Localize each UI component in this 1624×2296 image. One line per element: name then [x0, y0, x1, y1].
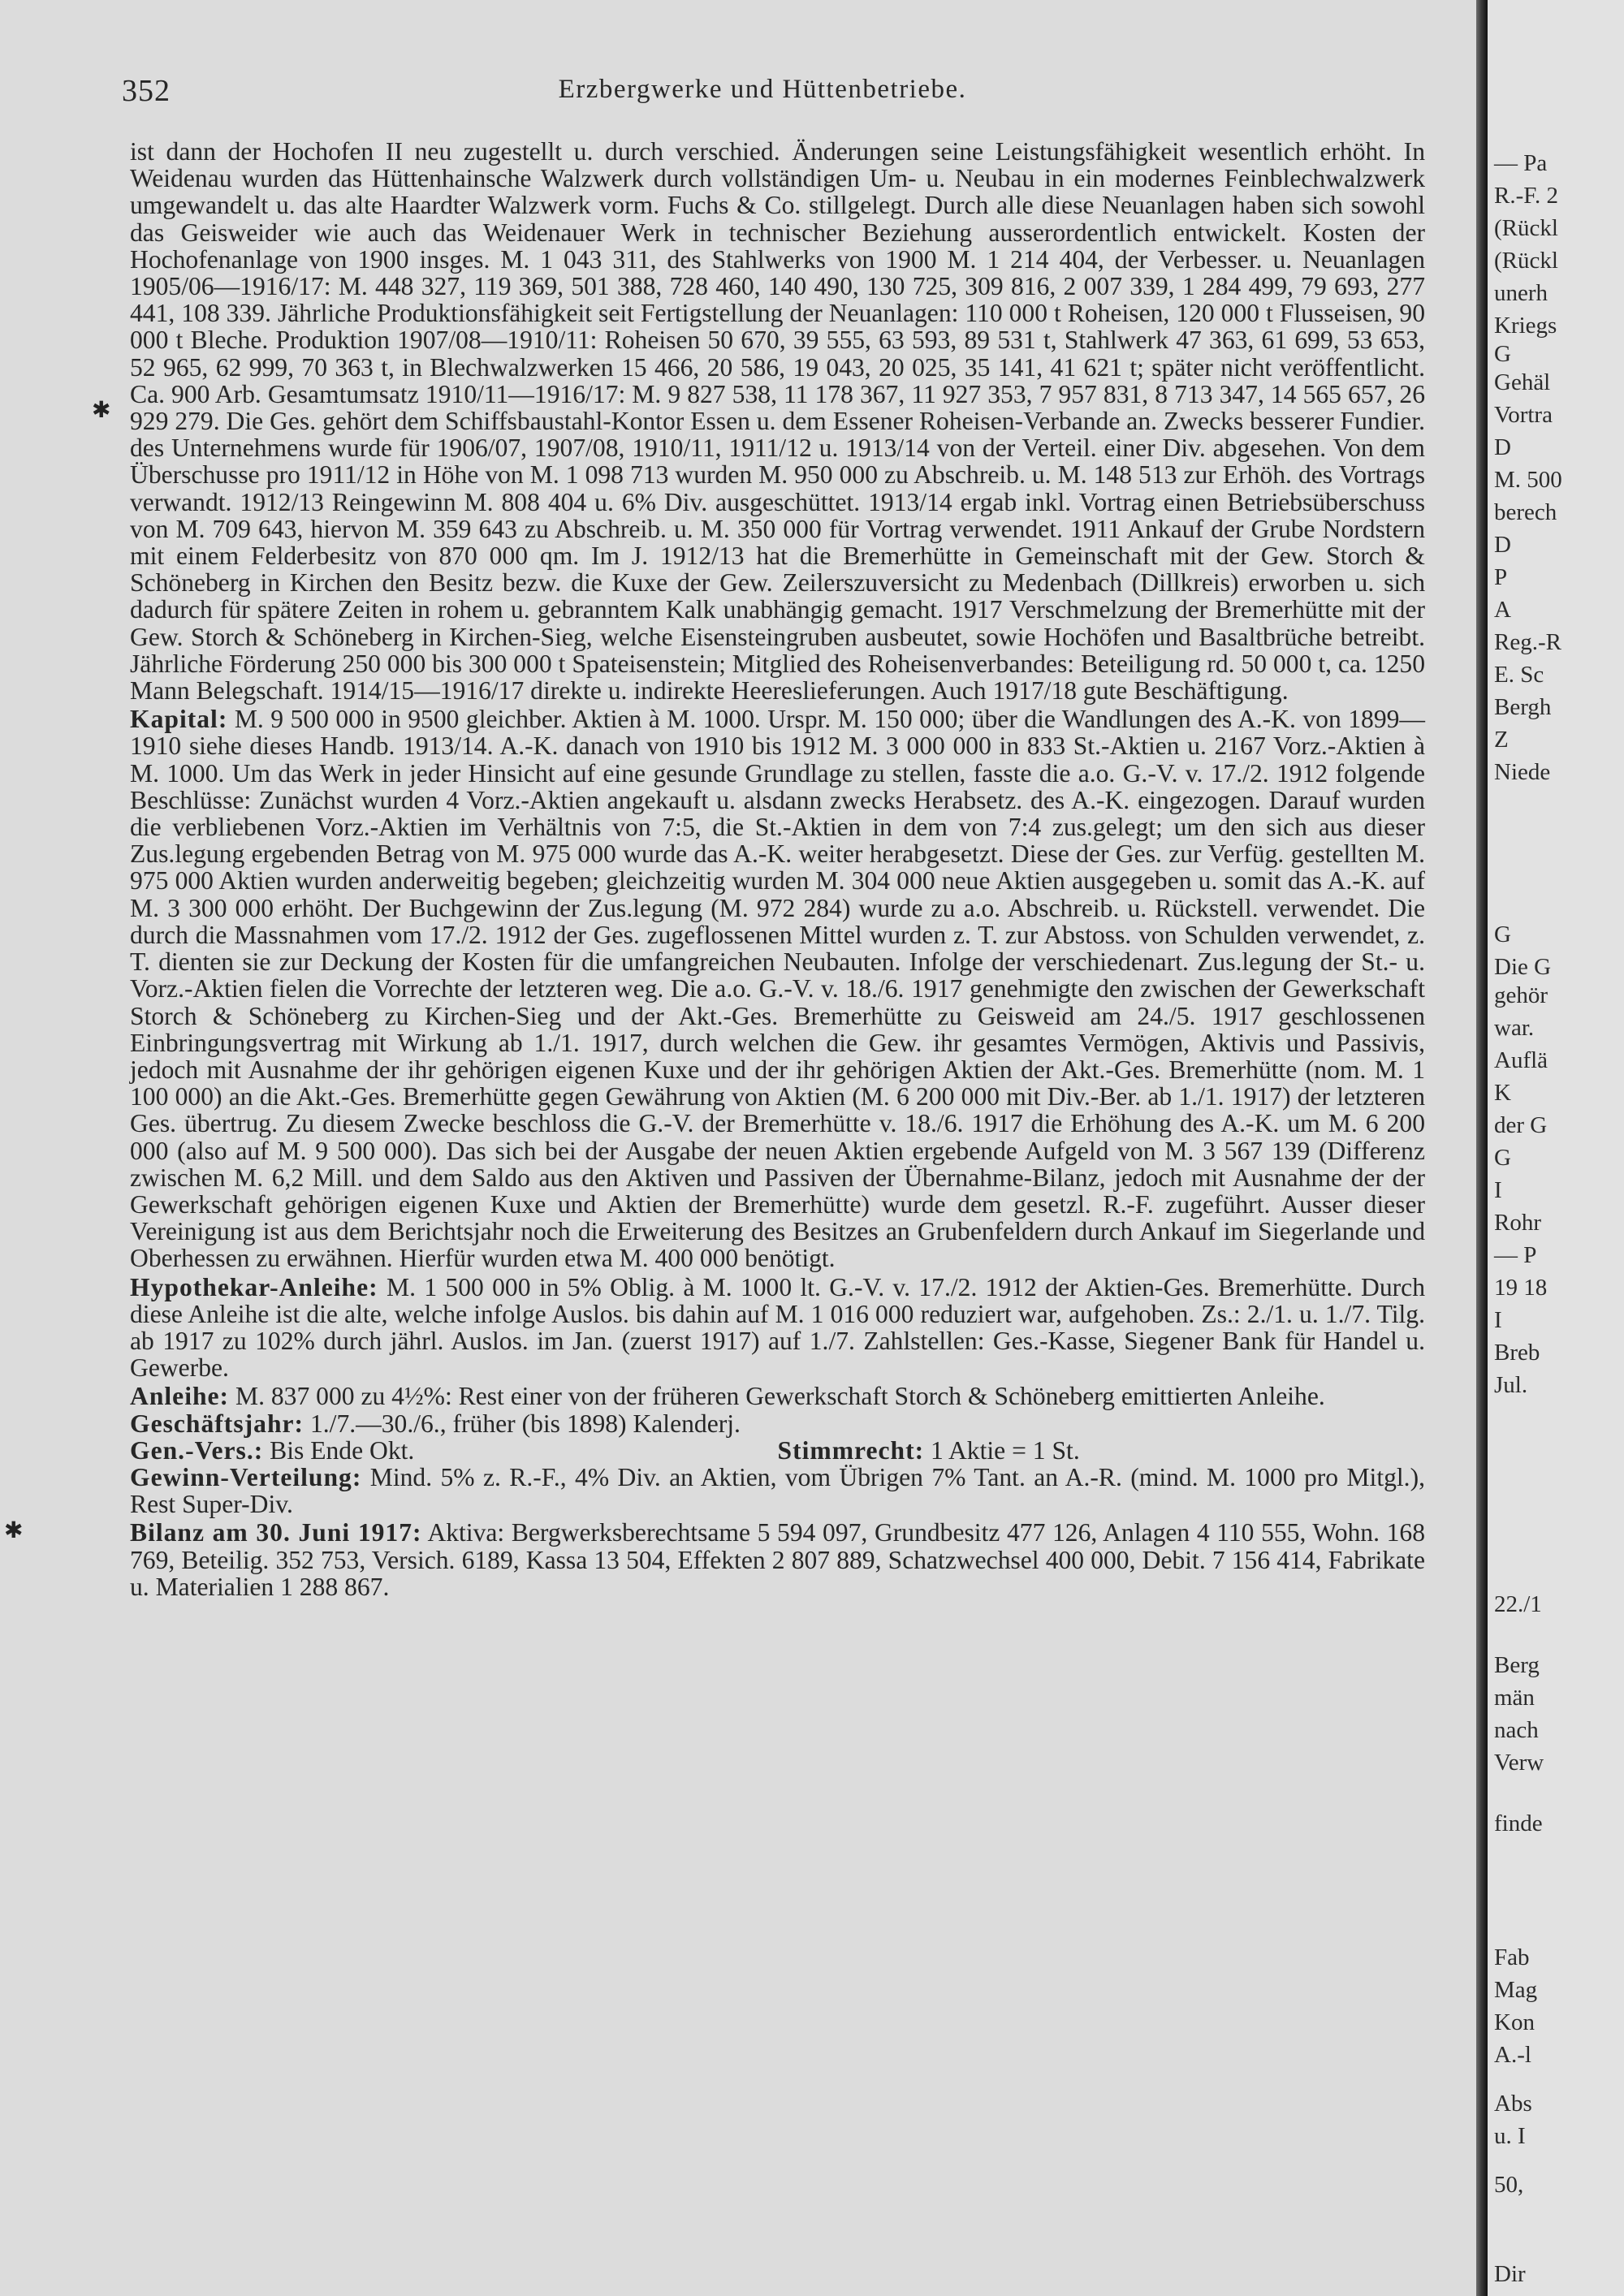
- right-page-fragment: D: [1494, 532, 1511, 558]
- geschaeftsjahr-text: 1./7.—30./6., früher (bis 1898) Kalenderj.: [309, 1409, 741, 1438]
- right-page-fragment: G: [1494, 921, 1511, 947]
- right-page-fragment: Fab: [1494, 1944, 1530, 1970]
- right-page-fragment: män: [1494, 1685, 1535, 1711]
- right-page-fragment: gehör: [1494, 982, 1548, 1008]
- right-page-fragment: M. 500: [1494, 467, 1562, 493]
- bilanz-text: Aktiva: Bergwerksberechtsame 5 594 097, Grundbesitz 477 126, Anlagen 4 110 555, Wohn. 168 769, Beteilig. 352 753, Versich. 6189, Kassa 13 504, Effekten 2 807 889, Schatzwechsel 400 000, Debit. 7 156 414, Fabrikate u. Materialien 1 288 867.: [130, 1518, 1426, 1601]
- right-page-fragment: Gehäl: [1494, 369, 1551, 395]
- book-gutter: [1476, 0, 1488, 2296]
- right-page-edge: [1488, 0, 1624, 2296]
- right-page-fragment: 22./1: [1494, 1591, 1542, 1617]
- right-page-fragment: Bergh: [1494, 694, 1552, 720]
- page-number: 352: [122, 74, 171, 108]
- gewinnverteilung-label: Gewinn-Verteilung:: [130, 1462, 362, 1491]
- stimmrecht-text: 1 Aktie = 1 St.: [931, 1435, 1080, 1465]
- right-page-fragment: Mag: [1494, 1977, 1538, 2003]
- paragraph-gewinnverteilung: [130, 1464, 1425, 1517]
- right-page-fragment: (Rückl: [1494, 215, 1558, 241]
- margin-mark: ✱: [4, 1518, 24, 1543]
- paragraph-bilanz: [130, 1519, 1425, 1600]
- right-page-fragment: Auflä: [1494, 1047, 1548, 1073]
- right-page-fragment: berech: [1494, 499, 1557, 525]
- margin-mark: ✱: [92, 398, 111, 423]
- anleihe-label: Anleihe:: [130, 1382, 230, 1411]
- right-page-fragment: A: [1494, 597, 1511, 623]
- right-page-fragment: Z: [1494, 727, 1509, 753]
- right-page-fragment: D: [1494, 434, 1511, 460]
- paragraph-geschaeftsjahr: [130, 1410, 1425, 1437]
- paragraph-kapital: [130, 706, 1425, 1271]
- geschaeftsjahr-label: Geschäftsjahr:: [130, 1409, 304, 1438]
- right-page-fragment: Dir: [1494, 2261, 1526, 2287]
- right-page-fragment: Die G: [1494, 954, 1552, 980]
- right-page-fragment: Niede: [1494, 759, 1551, 785]
- bilanz-label: Bilanz am 30. Juni 1917:: [130, 1518, 422, 1547]
- anleihe-text: M. 837 000 zu 4½%: Rest einer von der früheren Gewerkschaft Storch & Schöneberg emittierten Anleihe.: [235, 1382, 1325, 1411]
- right-page-fragment: Breb: [1494, 1340, 1540, 1366]
- right-page-fragment: finde: [1494, 1810, 1543, 1836]
- right-page-fragment: Berg: [1494, 1652, 1540, 1678]
- right-page-fragment: I: [1494, 1177, 1502, 1203]
- right-page-fragment: R.-F. 2: [1494, 183, 1559, 209]
- paragraph-history: ist dann der Hochofen II neu zugestellt u. durch verschied. Änderungen seine Leistungsfähigkeit wesentlich erhöht. In Weidenau wurden das Hüttenhainsche Walzwerk durch vollständigen Um- u. Neubau in ein modernes Feinblechwalzwerk umgewandelt u. das alte Haardter Walzwerk vorm. Fuchs & Co. stillgelegt. Durch alle diese Neuanlagen haben sich sowohl das Geisweider wie auch das Weidenauer Werk in technischer Beziehung ausserordentlich entwickelt. Kosten der Hochofenanlage von 1900 insges. M. 1 043 311, des Stahlwerks von 1900 M. 1 214 404, der Verbesser. u. Neuanlagen 1905/06—1916/17: M. 448 327, 119 369, 501 388, 728 460, 140 490, 130 725, 309 816, 2 007 339, 1 284 499, 79 693, 277 441, 108 339. Jährliche Produktionsfähigkeit seit Fertigstellung der Neuanlagen: 110 000 t Roheisen, 120 000 t Flusseisen, 90 000 t Bleche. Produktion 1907/08—1910/11: Roheisen 50 670, 39 555, 63 593, 89 531 t, Stahlwerk 47 363, 61 699, 53 653, 52 965, 62 999, 70 363 t, in Blechwalzwerken 15 466, 20 586, 19 043, 20 025, 35 141, 41 621 t; später nicht veröffentlicht. Ca. 900 Arb. Gesamtumsatz 1910/11—1916/17: M. 9 827 538, 11 178 367, 11 927 353, 7 957 831, 8 713 347, 14 565 657, 26 929 279. Die Ges. gehört dem Schiffsbaustahl-Kontor Essen u. dem Essener Roheisen-Verbande an. Zwecks besserer Fundier. des Unternehmens wurde für 1906/07, 1907/08, 1910/11, 1911/12 u. 1913/14 von der Verteil. einer Div. abgesehen. Von dem Überschusse pro 1911/12 in Höhe von M. 1 098 713 wurden M. 950 000 zu Abschreib. u. M. 148 513 zur Erhöh. des Vortrags verwandt. 1912/13 Reingewinn M. 808 404 u. 6% Div. ausgeschüttet. 1913/14 ergab inkl. Vortrag einen Betriebsüberschuss von M. 709 643, hiervon M. 359 643 zu Abschreib. u. M. 350 000 für Vortrag verwendet. 1911 Ankauf der Grube Nordstern mit einem Felderbesitz von 870 000 qm. Im J. 1912/13 hat die Bremerhütte in Gemeinschaft mit der Gew. Storch & Schöneberg in Kirchen den Besitz bezw. die Kuxe der Gew. Zeilerszuversicht zu Medenbach (Dillkreis) erworben u. sich dadurch für spätere Zeiten in rohem u. gebranntem Kalk unabhängig gemacht. 1917 Verschmelzung der Bremerhütte mit der Gew. Storch & Schöneberg in Kirchen-Sieg, welche Eisensteingruben ausbeutet, sowie Hochöfen und Basaltbrüche betreibt. Jährliche Förderung 250 000 bis 300 000 t Spateisenstein; Mitglied des Roheisenverbandes: Beteiligung rd. 50 000 t, ca. 1250 Mann Belegschaft. 1914/15—1916/17 direkte u. indirekte Heereslieferungen. Auch 1917/18 gute Beschäftigung.: [130, 137, 1425, 706]
- right-page-fragment: (Rückl: [1494, 248, 1558, 274]
- right-page-fragment: A.-l: [1494, 2042, 1531, 2068]
- gewinnverteilung-text: Mind. 5% z. R.-F., 4% Div. an Aktien, vom Übrigen 7% Tant. an A.-R. (mind. M. 1000 pro Mitgl.), Rest Super-Div.: [130, 1462, 1425, 1519]
- right-page-fragment: P: [1494, 564, 1508, 590]
- right-page-fragment: Abs: [1494, 2091, 1532, 2117]
- right-page-fragment: Verw: [1494, 1750, 1544, 1776]
- right-page-fragment: I: [1494, 1307, 1502, 1333]
- main-text-column: [130, 138, 1425, 1600]
- right-page-fragment: Vortra: [1494, 402, 1553, 428]
- genvers-block: [130, 1437, 778, 1464]
- hypothekar-text: M. 1 500 000 in 5% Oblig. à M. 1000 lt. G.-V. v. 17./2. 1912 der Aktien-Ges. Bremerhütte. Durch diese Anleihe ist die alte, welche infolge Auslos. bis dahin auf M. 1 016 000 reduziert war, aufgehoben. Zs.: 2./1. u. 1./7. Tilg. ab 1917 zu 102% durch jährl. Auslos. im Jan. (zuerst 1917) auf 1./7. Zahlstellen: Ges.-Kasse, Siegener Bank für Handel u. Gewerbe.: [130, 1272, 1425, 1383]
- paragraph-genvers-stimmrecht: [130, 1437, 1425, 1464]
- right-page-fragment: war.: [1494, 1015, 1535, 1041]
- right-page-fragment: Reg.-R: [1494, 629, 1561, 655]
- right-page-fragment: — P: [1494, 1242, 1537, 1268]
- stimmrecht-label: Stimmrecht:: [777, 1435, 925, 1465]
- right-page-fragment: Jul.: [1494, 1372, 1528, 1398]
- right-page-fragment: 50,: [1494, 2172, 1524, 2198]
- right-page-fragment: Kon: [1494, 2009, 1535, 2035]
- running-title: Erzbergwerke und Hüttenbetriebe.: [558, 75, 967, 104]
- paragraph-anleihe: [130, 1383, 1425, 1409]
- paragraph-hypothekar: [130, 1274, 1425, 1382]
- right-page-fragment: unerh: [1494, 280, 1548, 306]
- kapital-label: Kapital:: [130, 705, 228, 734]
- kapital-text: M. 9 500 000 in 9500 gleichber. Aktien à M. 1000. Urspr. M. 150 000; über die Wandlungen des A.-K. von 1899—1910 siehe dieses Handb. 1913/14. A.-K. danach von 1910 bis 1912 M. 3 000 000 in 833 St.-Aktien u. 2167 Vorz.-Aktien à M. 1000. Um das Werk in jeder Hinsicht auf eine gesunde Grundlage zu stellen, fasste die a.o. G.-V. v. 17./2. 1912 folgende Beschlüsse: Zunächst wurden 4 Vorz.-Aktien angekauft u. alsdann zwecks Herabsetz. des A.-K. eingezogen. Darauf wurden die verbliebenen Vorz.-Aktien im Verhältnis von 7:5, die St.-Aktien in dem von 7:4 zus.gelegt; um den sich aus dieser Zus.legung ergebenden Betrag von M. 975 000 wurde das A.-K. weiter herabgesetzt. Diese der Ges. zur Verfüg. gestellten M. 975 000 Aktien wurden anderweitig begeben; gleichzeitig wurden M. 304 000 neue Aktien ausgegeben u. somit das A.-K. auf M. 3 300 000 erhöht. Der Buchgewinn der Zus.legung (M. 972 284) wurde zu a.o. Abschreib. u. Rückstell. verwendet. Die durch die Massnahmen vom 17./2. 1912 der Ges. zugeflossenen Mittel wurden z. T. zur Abstoss. von Schulden verwendet, z. T. dienten sie zur Deckung der Kosten für die umfangreichen Neubauten. Infolge der verschiedenart. Zus.legung der St.- u. Vorz.-Aktien fielen die Vorrechte der letzteren weg. Die a.o. G.-V. v. 18./6. 1917 genehmigte den zwischen der Gewerkschaft Storch & Schöneberg zu Kirchen-Sieg und der Akt.-Ges. Bremerhütte zu Geisweid am 24./5. 1917 geschlossenen Einbringungsvertrag mit Wirkung ab 1./1. 1917, durch welchen die Gew. ihr gesamtes Vermögen, Aktivis und Passivis, jedoch mit Ausnahme der ihr gehörigen eigenen Kuxe und der ihr gehörigen Aktien der Akt.-Ges. Bremerhütte (nom. M. 1 100 000) an die Akt.-Ges. Bremerhütte gegen Gewährung von Aktien (M. 6 200 000 mit Div.-Ber. ab 1./1. 1917) der letzteren Ges. übertrug. Zu diesem Zwecke beschloss die G.-V. der Bremerhütte v. 18./6. 1917 die Erhöhung des A.-K. um M. 6 200 000 (also auf M. 9 500 000). Das sich bei der Ausgabe der neuen Aktien ergebende Aufgeld von M. 3 567 139 (Differenz zwischen M. 6,2 Mill. und dem Saldo aus den Aktiven und Passiven der Übernahme-Bilanz, jedoch mit Ausnahme der der Gewerkschaft gehörigen eigenen Kuxe und Aktien der Bremerhütte) wurde dem gesetzl. R.-F. zugeführt. Ausser dieser Vereinigung ist aus dem Berichtsjahr noch die Erweiterung des Besitzes an Grubenfeldern durch Ankauf im Siegerlande und Oberhessen zu erwähnen. Hierfür wurden etwa M. 400 000 benötigt.: [130, 705, 1426, 1273]
- right-page-fragment: K: [1494, 1080, 1511, 1106]
- stimmrecht-block: [778, 1437, 1426, 1464]
- right-page-fragment: 19 18: [1494, 1275, 1548, 1301]
- right-page-fragment: nach: [1494, 1717, 1539, 1743]
- right-page-fragment: G: [1494, 341, 1511, 367]
- right-page-fragment: u. I: [1494, 2123, 1526, 2149]
- right-page-fragment: — Pa: [1494, 150, 1548, 176]
- right-page-fragment: E. Sc: [1494, 662, 1544, 688]
- genvers-text: Bis Ende Okt.: [270, 1435, 415, 1465]
- right-page-fragment: der G: [1494, 1112, 1548, 1138]
- genvers-label: Gen.-Vers.:: [130, 1435, 264, 1465]
- right-page-fragment: Kriegs: [1494, 313, 1557, 339]
- hypothekar-label: Hypothekar-Anleihe:: [130, 1272, 378, 1301]
- right-page-fragment: G: [1494, 1145, 1511, 1171]
- right-page-fragment: Rohr: [1494, 1210, 1541, 1236]
